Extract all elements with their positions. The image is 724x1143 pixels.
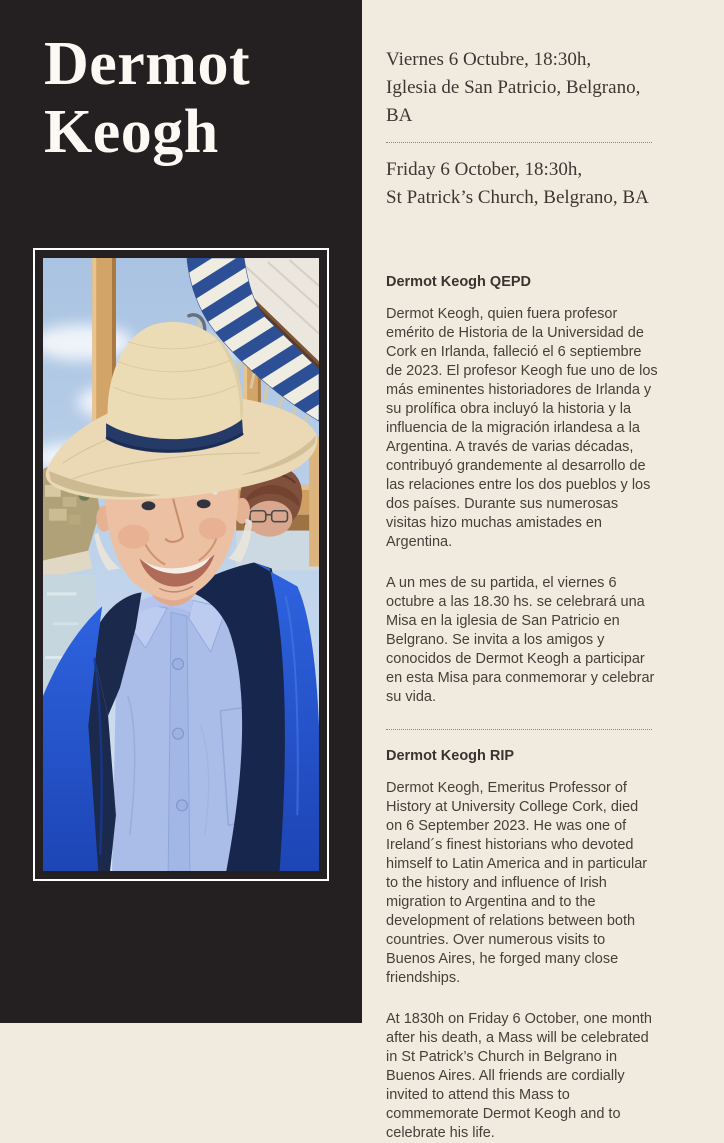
event-date-spanish (386, 46, 658, 130)
event-date-en-line1: Friday 6 October, 18:30h, (386, 159, 583, 180)
obituary-english-para2: At 1830h on Friday 6 October, one month after his death, a Mass will be celebrated in St Patrick’s Church in Belgrano in Buenos Aires. All friends are cordially invited to attend this Mass to commemorate Dermot Keogh and to celebrate his life. (386, 1011, 652, 1141)
obituary-english-heading: Dermot Keogh RIP (386, 748, 515, 764)
obituary-spanish-para2: A un mes de su partida, el viernes 6 octubre a las 18.30 hs. se celebrará una Misa en la iglesia de San Patricio en Belgrano. Se invita a los amigos y conocidos de Dermot Keogh a participar en esta Misa para conmemorar y celebrar su vida. (386, 575, 655, 705)
divider (386, 142, 652, 143)
event-date-en-line2: St Patrick’s Church, Belgrano, BA (386, 187, 649, 208)
obituary-english-para1: Dermot Keogh, Emeritus Professor of History at University College Cork, died on 6 September 2023. He was one of Ireland´s finest historians who devoted himself to Latin America and in particular to the history and influence of Irish migration to Argentina and to the development of relations between both countries. Over numerous visits to Buenos Aires, he forged many close friendships. (386, 780, 648, 986)
obituary-spanish-para1: Dermot Keogh, quien fuera profesor emérito de Historia de la Universidad de Cork en Irlanda, falleció el 6 septiembre de 2023. El profesor Keogh fue uno de los más eminentes historiadores de Irlanda y su prolífica obra incluyó la historia y la influencia de la migración irlandesa a la Argentina. A través de varias décadas, contribuyó grandemente al desarrollo de las relaciones entre los dos pueblos y los dos países. Durante sus numerosas visitas hizo muchas amistades en Argentina. (386, 306, 658, 550)
obituary-spanish-heading: Dermot Keogh QEPD (386, 274, 532, 290)
event-date-es-line2: Iglesia de San Patricio, Belgrano, BA (386, 77, 641, 126)
left-panel (0, 0, 362, 1023)
content-panel (362, 0, 724, 1141)
divider (386, 729, 652, 730)
obituary-spanish (386, 273, 658, 707)
event-date-es-line1: Viernes 6 Octubre, 18:30h, (386, 49, 592, 70)
title-first-name: Dermot (44, 30, 251, 98)
event-date-english (386, 156, 658, 212)
photo-frame (33, 248, 329, 881)
obituary-english (386, 747, 658, 1143)
page-title (44, 30, 250, 166)
title-last-name: Keogh (44, 98, 219, 166)
portrait-photo (43, 258, 319, 871)
event-details (386, 46, 658, 212)
